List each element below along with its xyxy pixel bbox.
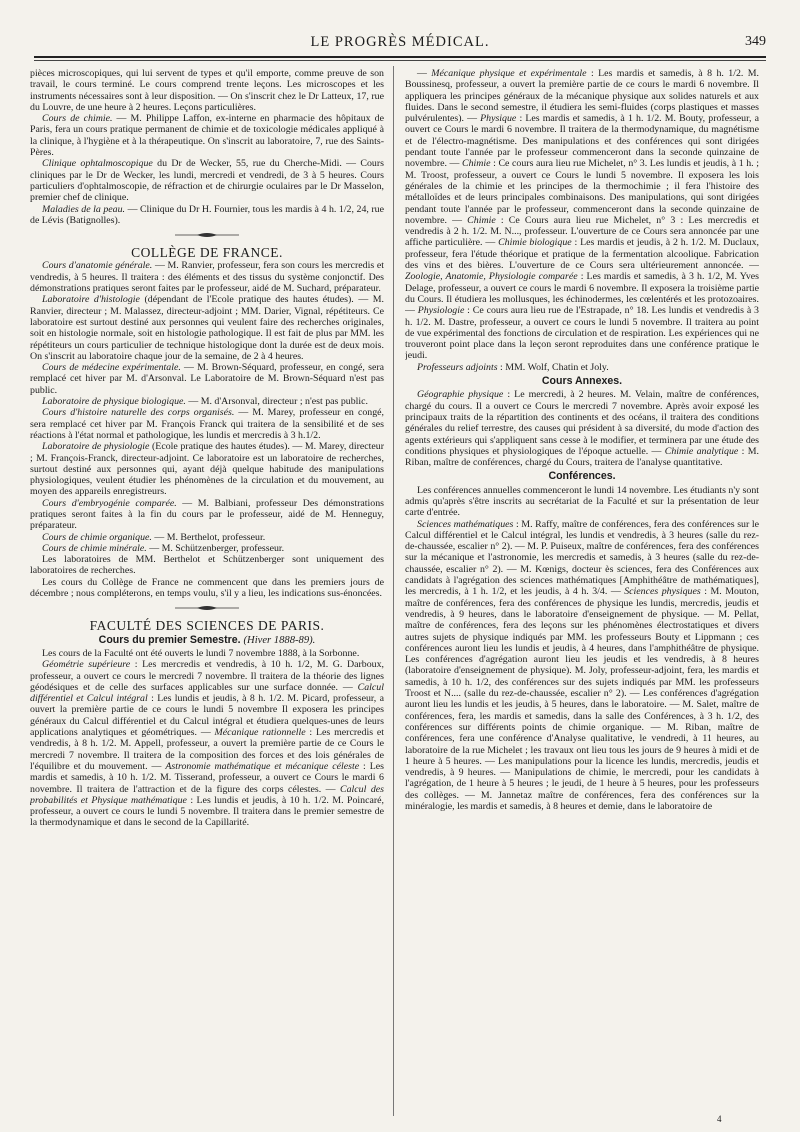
lead-chimie: Cours de chimie. bbox=[42, 113, 113, 125]
lead-r5b: Sciences physiques bbox=[624, 586, 701, 598]
paragraph-r1 bbox=[405, 68, 759, 362]
paragraph-r4: Les conférences annuelles commenceront le lundi 14 novembre. Les étudiants n'y sont admis qu'après s'être inscrits au secrétariat de la Faculté et sur la présentation de leur carte d'entrée. bbox=[405, 484, 759, 519]
lead-c3: Cours de médecine expérimentale. bbox=[42, 362, 181, 374]
paragraph-c5 bbox=[30, 407, 384, 441]
semestre-subheading: (Hiver 1888-89). bbox=[243, 634, 316, 646]
lead-c4: Laboratoire de physique biologique. bbox=[42, 396, 186, 408]
lead-r1d: Chimie bbox=[467, 214, 496, 226]
text-r1e: : Les mardis et jeudis, à 2 h. 1/2. M. Duclaux, professeur, fera l'étude théorique et pratique de la fermentation alcoolique. Fabrication des vins et des bières. L'ouverture de ce Cours sera ultérieurement annoncée. — bbox=[405, 237, 759, 272]
text-c5: — M. Marey, professeur en congé, sera remplacé cet hiver par M. François Franck qui traitera de la sensibilité et de ses réactions à l'état normal et pathologique, les lundis et mercredis à 3 h.1/2. bbox=[30, 407, 384, 441]
header-rule-thin bbox=[34, 60, 766, 61]
section-title-faculte: FACULTÉ DES SCIENCES DE PARIS. bbox=[89, 618, 325, 634]
text-r1c: : Ce cours aura lieu rue Michelet, n° 3. Les lundis et jeudis, à 1 h. ; M. Troost, professeur, a ouvert ce Cours le lundi 5 novembre. Il exposera les lois générales de la chimie et les principes de la thermochimie ; il fera l'histoire des métalloïdes et de leurs principales combinaisons. Des manipulations, qui sont dirigées pendant toute l'année par le professeur, commenceront dans la seconde quinzaine de novembre. — bbox=[405, 158, 759, 226]
lead-r1b: Physique bbox=[480, 113, 517, 125]
text-c9: — M. Schützenberger, professeur. bbox=[146, 542, 285, 554]
paragraph-r3 bbox=[405, 389, 759, 468]
text-r1g: : Ce cours aura lieu rue de l'Estrapade, n° 18. Les lundis et vendredis à 3 h. 1/2. M. Dastre, professeur, a ouvert ce cours le lundi 5 novembre. Il traitera au point de vue expérimental des fonctions de circulation et de respiration. Les expériences qui ne trouveront point place dans la leçon seront reproduites dans une conférence pratique le jeudi. bbox=[405, 305, 759, 362]
lead-f2c: Mécanique rationnelle bbox=[214, 727, 306, 739]
lead-c8: Cours de chimie organique. bbox=[42, 531, 152, 543]
text-f2b: : Les lundis et jeudis, à 8 h. 1/2. M. Picard, professeur, a ouvert la première partie de ce cours le lundi 5 novembre Il exposera les principes généraux du Calcul différentiel et du Calcul intégral et étudiera quelques-unes de leurs applications analytiques et géométriques. — bbox=[30, 693, 384, 739]
page-number: 349 bbox=[745, 34, 766, 49]
text-f2: : Les mercredis et vendredis, à 10 h. 1/2, M. G. Darboux, professeur, a ouvert ce cours le mercredi 7 novembre. Il traitera de la théorie des lignes géodésiques et de celle des surfaces applicables sur une surface donnée. — bbox=[30, 659, 384, 693]
subhead-conferences: Conférences. bbox=[548, 470, 616, 483]
lead-c1: Cours d'anatomie générale. bbox=[42, 260, 153, 272]
lead-r1: Mécanique physique et expérimentale bbox=[431, 68, 587, 79]
ornament-divider-2 bbox=[175, 605, 239, 611]
lead-f2e: Calcul des probabilités et Physique mathématique bbox=[30, 783, 384, 806]
text-r1f: : Les mardis et samedis, à 3 h. 1/2, M. Yves Delage, professeur, a ouvert ce cours le mardi 6 novembre. Il exposera la troisième partie du Cours. Il étudiera les mollusques, les échinodermes, les cœlentérés et les protozoaires. — bbox=[405, 271, 759, 317]
right-column bbox=[405, 68, 759, 1122]
paragraph-f1: Les cours de la Faculté ont été ouverts le lundi 7 novembre 1888, à la Sorbonne. bbox=[42, 647, 360, 659]
paragraph-r2 bbox=[405, 362, 759, 373]
text-r5: : M. Raffy, maître de conférences, fera des conférences sur le Calcul différentiel et le Calcul intégral, les lundis et vendredis, à 3 heures (salle du rez-de-chaussée, escalier n° 2). — M. P. Puiseux, maître de conférences, fera des conférences sur la mécanique et l'astronomie, les mercredis et samedis, à 3 heures (salle du rez-de-chaussée, escalier n° 2). — M. Kœnigs, docteur ès sciences, fera des Conférences aux candidats à l'agrégation des sciences mathématiques [Amphithéâtre de mathématiques], les mercredis, à 1 h. 1/2, et les jeudis, à 4 h. 3/4. — bbox=[405, 518, 759, 598]
lead-r2: Professeurs adjoints bbox=[417, 361, 498, 373]
paragraph-f2 bbox=[30, 659, 384, 828]
paragraph-c2 bbox=[30, 294, 384, 362]
paragraph-c9 bbox=[30, 543, 384, 554]
paragraph-c1 bbox=[30, 260, 384, 294]
lead-r1g: Physiologie bbox=[417, 305, 465, 317]
text-peau: — Clinique du Dr H. Fournier, tous les mardis à 4 h. 1/2, 24, rue de Lévis (Batignolles). bbox=[30, 203, 384, 226]
text-c7: — M. Balbiani, professeur Des démonstrations pratiques seront faites à la fin du cours par le professeur, aidé de M. Henneguy, préparateur. bbox=[30, 497, 384, 532]
page-header bbox=[34, 34, 766, 56]
lead-c9: Cours de chimie minérale. bbox=[42, 542, 147, 554]
text-c2: (dépendant de l'Ecole pratique des hautes études). — M. Ranvier, directeur ; M. Malassez, directeur-adjoint ; MM. Darier, Vignal, répétiteurs. Ce laboratoire est surtout destiné aux personnes qui veulent faire des recherches originales, soit en histologie normale, soit en histologie pathologique. Il est fait de plus par MM. les répétiteurs un cours particulier de technique histologique dont la durée est de deux mois. On s'inscrit au laboratoire chaque jour de la semaine, de 2 à 4 heures. bbox=[30, 294, 384, 362]
text-r5b: : M. Mouton, maître de conférences, fera des conférences de physique les lundis, mercredis, jeudis et vendredis, à 9 heures, dans le laboratoire d'enseignement de physique. — M. Pellat, maître de conférences, fera des leçons sur les phénomènes électrostatiques et divers autres sujets de physique indiqués par MM. les professeurs Bouty et Lippmann ; ces conférences auront lieu les lundis et jeudis, à 4 heures, dans l'amphithéâtre de physique. Les conférences d'agrégation auront lieu les jeudis et les vendredis, à 8 heures (laboratoire d'enseignement de physique). M. Joly, professeur-adjoint, fera, les mardis et samedis, à 10 h. 1/2, des conférences sur des sujets indiqués par MM. les professeurs Troost et N.... (salle du rez-de-chaussée, escalier n° 2). — Les conférences d'agrégation auront lieu les lundis et les jeudis, à 5 heures, dans le laboratoire. — M. Salet, maître de conférences, fera, les mardis et samedis, dans la salle des Conférences, à 3 h. 1/2, des conférences sur différents points de chimie organique. — M. Riban, maître de conférences, fera une conférence d'Analyse qualitative, le vendredi, à 11 heures, au laboratoire de la rue Michelet ; les travaux ont lieu tous les jours de 9 heures à midi et de 1 heure à 5 heures. — Les manipulations pour la licence les lundis, mercredis, jeudis et vendredis, à 9 heures. — Manipulations de chimie, le mercredi, pour les candidats à l'agrégation, de 1 heure à 5 heures ; le jeudi, de 1 heure à 5 heures, pour les professeurs des collèges. — M. Jannetaz maître de conférences, fera des conférences sur la minéralogie, les mardis et samedis, à 8 heures et demie, dans le laboratoire de bbox=[405, 586, 759, 812]
journal-title: LE PROGRÈS MÉDICAL. bbox=[310, 34, 490, 50]
paragraph-peau bbox=[30, 204, 384, 227]
text-chimie: — M. Philippe Laffon, ex-interne en pharmacie des hôpitaux de Paris, fera un cours pratique permanent de chimie et de toxicologie médicales appliqué à la clinique, à l'hygiène et à la thérapeutique. On s'inscrit au laboratoire, 7, rue des Saints-Pères. bbox=[30, 113, 384, 159]
ornament-divider-1 bbox=[175, 232, 239, 238]
lead-c5: Cours d'histoire naturelle des corps organisés. bbox=[42, 407, 235, 419]
dash-r1: — bbox=[417, 68, 432, 79]
subhead-semestre bbox=[30, 635, 384, 646]
text-r1: : Les mardis et samedis, à 8 h. 1/2. M. Boussinesq, professeur, a ouvert la première partie de ce cours le mardi 6 novembre. Il appliquera les principes généraux de la mécanique physique aux solides naturels et aux fluides. Dans le second semestre, il étudiera les semi-fluides (corps plastiques et masses pulvérulentes). — bbox=[405, 68, 759, 125]
text-r2: : MM. Wolf, Chatin et Joly. bbox=[497, 361, 609, 373]
paragraph-chimie bbox=[30, 113, 384, 158]
lead-f2b: Calcul différentiel et Calcul intégral bbox=[30, 681, 384, 705]
section-title-college: COLLÈGE DE FRANCE. bbox=[131, 245, 283, 261]
lead-r1f: Zoologie, Anatomie, Physiologie comparée bbox=[405, 271, 578, 283]
text-r1b: : Les mardis et samedis, à 1 h. 1/2. M. Bouty, professeur, a ouvert ce Cours le mardi 6 novembre. Il traitera de la thermodynamique, du magnétisme et de l'électro-magnétisme. Des manipulations et des conférences qui sont dirigées pendant toute l'année par le professeur commenceront dans la seconde quinzaine de novembre. — bbox=[405, 113, 759, 170]
column-divider bbox=[393, 66, 394, 1116]
lead-c7: Cours d'embryogénie comparée. bbox=[42, 497, 177, 509]
paragraph-r5 bbox=[405, 519, 759, 813]
text-c6: (Ecole pratique des hautes études). — M. Marey, directeur ; M. François-Franck, directeur-adjoint. Ce laboratoire est un laboratoire de recherches, surtout destiné aux personnes qui, ayant déjà quelque habitude des manipulations physiologiques, veulent étudier les phénomènes de la circulation et du mouvement, au moyen des appareils enregistreurs. bbox=[30, 441, 384, 498]
text-ophtalmo: du Dr de Wecker, 55, rue du Cherche-Midi. — Cours cliniques par le Dr de Wecker, les lundi, mercredi et vendredi, de 3 à 5 heures. Cours particuliers d'ophtalmoscopie, de réfraction et de chirurgie oculaires par le Dr Masselon, premier chef de clinique. bbox=[30, 158, 384, 204]
lead-ophtalmo: Clinique ophtalmoscopique bbox=[42, 158, 153, 170]
lead-r3: Géographie physique bbox=[417, 389, 504, 401]
paragraph-c3 bbox=[30, 362, 384, 396]
text-c1: — M. Ranvier, professeur, fera son cours les mercredis et vendredis, à 5 heures. Il traitera : des éléments et des tissus du système conjonctif. Des démonstrations pratiques seront faites par le professeur, aidé de M. Suchard, préparateur. bbox=[30, 260, 384, 295]
text-f2e: : Les lundis et jeudis, à 10 h. 1/2. M. Poincaré, professeur, a ouvert ce cours le lundi 5 novembre. Il traitera dans le premier semestre de la thermodynamique et dans le second de la Capillarité. bbox=[30, 794, 384, 829]
subhead-annexes: Cours Annexes. bbox=[541, 375, 623, 388]
lead-r3b: Chimie analytique bbox=[664, 445, 739, 457]
left-column bbox=[30, 68, 384, 1122]
paragraph-ophtalmo bbox=[30, 158, 384, 203]
lead-peau: Maladies de la peau. bbox=[42, 203, 126, 215]
text-c3: — M. Brown-Séquard, professeur, en congé, sera remplacé cet hiver par M. d'Arsonval. Le Laboratoire de M. Brown-Séquard n'est pas public. bbox=[30, 362, 384, 396]
lead-f2: Géométrie supérieure bbox=[42, 659, 131, 671]
lead-c2: Laboratoire d'histologie bbox=[42, 294, 140, 306]
lead-f2d: Astronomie mathématique et mécanique céleste bbox=[165, 760, 360, 772]
text-r1d: : Ce Cours aura lieu rue Michelet, n° 3 : Les mercredis et vendredis à 2 h. 1/2. M. N..., professeur. L'ouverture de ce Cours sera annoncée par une affiche particulière. — bbox=[405, 214, 759, 249]
text-r3b: : M. Riban, maître de conférences, chargé du Cours, traitera de l'analyse quantitative. bbox=[405, 445, 759, 469]
lead-c6: Laboratoire de physiologie bbox=[42, 441, 150, 453]
paragraph-c7 bbox=[30, 498, 384, 532]
text-c8: — M. Berthelot, professeur. bbox=[151, 531, 266, 543]
semestre-heading: Cours du premier Semestre. bbox=[98, 633, 241, 646]
lead-r1c: Chimie bbox=[462, 158, 491, 170]
text-r3: : Le mercredi, à 2 heures. M. Velain, maître de conférences, chargé du cours. Il a ouvert ce Cours le mercredi 7 novembre. Après avoir exposé les principaux traits de la répartition des continents et des océans, il traitera des conditions générales du relief terrestre, des causes qui président à sa diversité, du mode d'action des agents extérieurs qui s'appliquent sans cesse à le modifier, et terminera par une étude des conditions physiques et physiologiques de l'époque actuelle. — bbox=[405, 389, 759, 457]
signature-mark: 4 bbox=[717, 1114, 722, 1124]
text-f2d: : Les mardis et samedis, à 10 h. 1/2. M. Tisserand, professeur, a ouvert ce Cours le mardi 6 novembre. Il traitera de l'attraction et de la figure des corps célestes. — bbox=[30, 760, 384, 795]
paragraph-c11: Les cours du Collège de France ne commencent que dans les premiers jours de décembre ; nous compléterons, en temps voulu, s'il y a lieu, les indications sus-énoncées. bbox=[30, 576, 384, 600]
text-c4: — M. d'Arsonval, directeur ; n'est pas public. bbox=[185, 396, 369, 408]
paragraph-c6 bbox=[30, 441, 384, 497]
paragraph-intro: pièces microscopiques, qui lui servent de types et qu'il emporte, comme preuve de son travail, le cours terminé. Le cours comprend trente leçons. Les microscopes et les instruments nécessaires sont à leur disposition. — On s'inscrit chez le Dr Latteux, 17, rue du Louvre, de une heure à 2 heures. Leçons particulières. bbox=[30, 68, 384, 113]
lead-r1e: Chimie biologique bbox=[498, 237, 572, 249]
paragraph-c8 bbox=[30, 532, 384, 543]
paragraph-c10: Les laboratoires de MM. Berthelot et Schützenberger sont uniquement des laboratoires de recherches. bbox=[30, 554, 384, 577]
header-rule-thick bbox=[34, 56, 766, 58]
lead-r5: Sciences mathématiques bbox=[417, 518, 514, 530]
paragraph-c4 bbox=[30, 396, 384, 407]
text-f2c: : Les mercredis et vendredis, à 8 h. 1/2. M. Appell, professeur, a ouvert la première partie de ce Cours le mercredi 7 novembre. Il traitera de la composition des forces et des lois générales de l'équilibre et du mouvement. — bbox=[30, 727, 384, 772]
